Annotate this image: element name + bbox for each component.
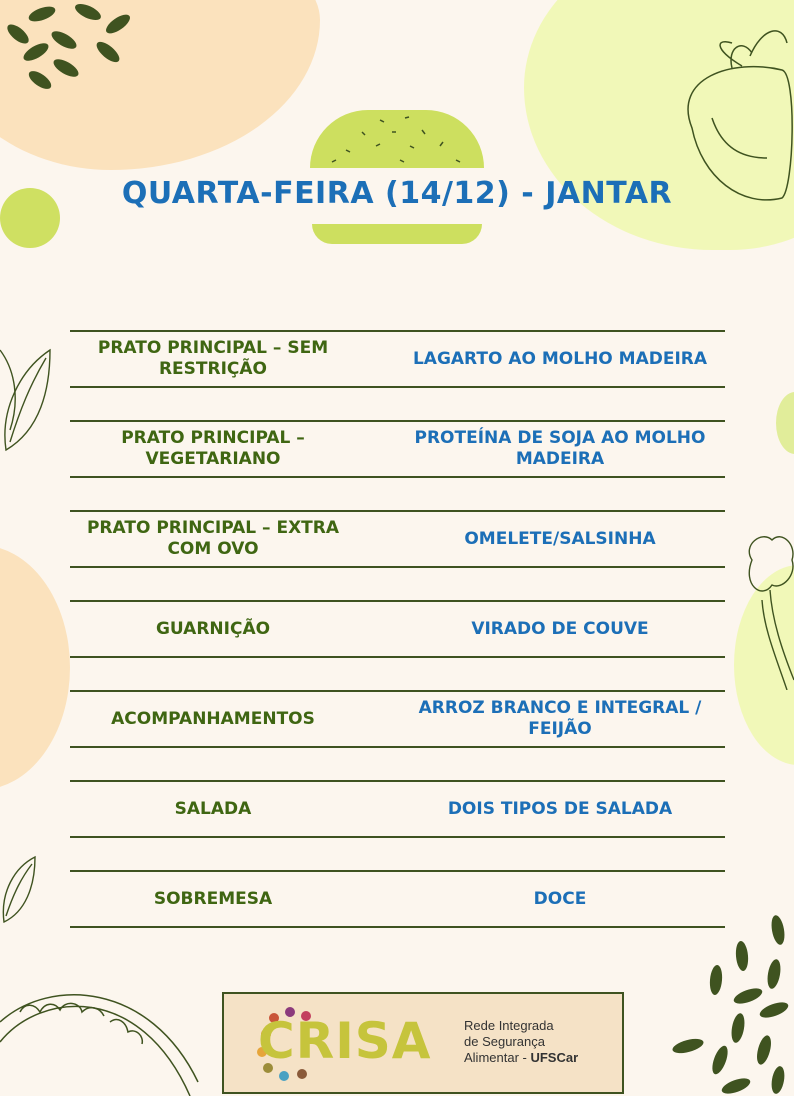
menu-row-value: VIRADO DE COUVE xyxy=(471,618,649,639)
menu-row-label: SALADA xyxy=(174,798,252,819)
menu-row xyxy=(70,870,725,928)
menu-row-label: SOBREMESA xyxy=(153,888,273,909)
logo-line xyxy=(464,1050,578,1066)
logo-line-bold: UFSCar xyxy=(530,1050,579,1065)
menu-row-label: PRATO PRINCIPAL – VEGETARIANO xyxy=(121,428,305,469)
crisa-logo-box xyxy=(222,992,624,1094)
menu-row xyxy=(70,690,725,748)
menu-row-value: DOCE xyxy=(533,888,587,909)
menu-row xyxy=(70,420,725,478)
bun-top-decor xyxy=(310,110,484,168)
logo-line-text: Alimentar - xyxy=(464,1050,531,1065)
page-title: QUARTA-FEIRA (14/12) - JANTAR xyxy=(121,176,673,211)
broccoli-icon xyxy=(742,530,794,690)
menu-table xyxy=(70,330,725,960)
menu-row-label: GUARNIÇÃO xyxy=(155,618,271,639)
taco-icon xyxy=(0,982,200,1096)
menu-row xyxy=(70,780,725,838)
menu-row-value: DOIS TIPOS DE SALADA xyxy=(447,798,673,819)
bun-seeds-icon xyxy=(310,110,484,168)
menu-row xyxy=(70,600,725,658)
menu-row-value: LAGARTO AO MOLHO MADEIRA xyxy=(412,348,708,369)
logo-line: de Segurança xyxy=(464,1034,545,1049)
menu-row xyxy=(70,510,725,568)
crisa-logo-subtitle xyxy=(464,1018,578,1066)
crisa-logo-text: CRISA xyxy=(258,1012,432,1070)
bun-bottom-decor xyxy=(312,224,482,244)
menu-row-label: PRATO PRINCIPAL – EXTRA COM OVO xyxy=(86,518,340,559)
menu-row-label: ACOMPANHAMENTOS xyxy=(111,708,315,729)
menu-row-value: OMELETE/SALSINHA xyxy=(464,528,656,549)
logo-line: Rede Integrada xyxy=(464,1018,554,1033)
tomato-icon xyxy=(672,8,794,204)
menu-row-value: ARROZ BRANCO E INTEGRAL / FEIJÃO xyxy=(418,698,702,739)
menu-row-value: PROTEÍNA DE SOJA AO MOLHO MADEIRA xyxy=(414,428,706,469)
leaf-icon xyxy=(0,330,56,460)
decor-green-dot-right xyxy=(776,392,794,454)
seeds-icon xyxy=(0,0,140,100)
menu-row-label: PRATO PRINCIPAL – SEM RESTRIÇÃO xyxy=(97,338,329,379)
decor-peach-blob-left xyxy=(0,545,70,790)
menu-row xyxy=(70,330,725,388)
leaf-small-icon xyxy=(0,852,40,932)
